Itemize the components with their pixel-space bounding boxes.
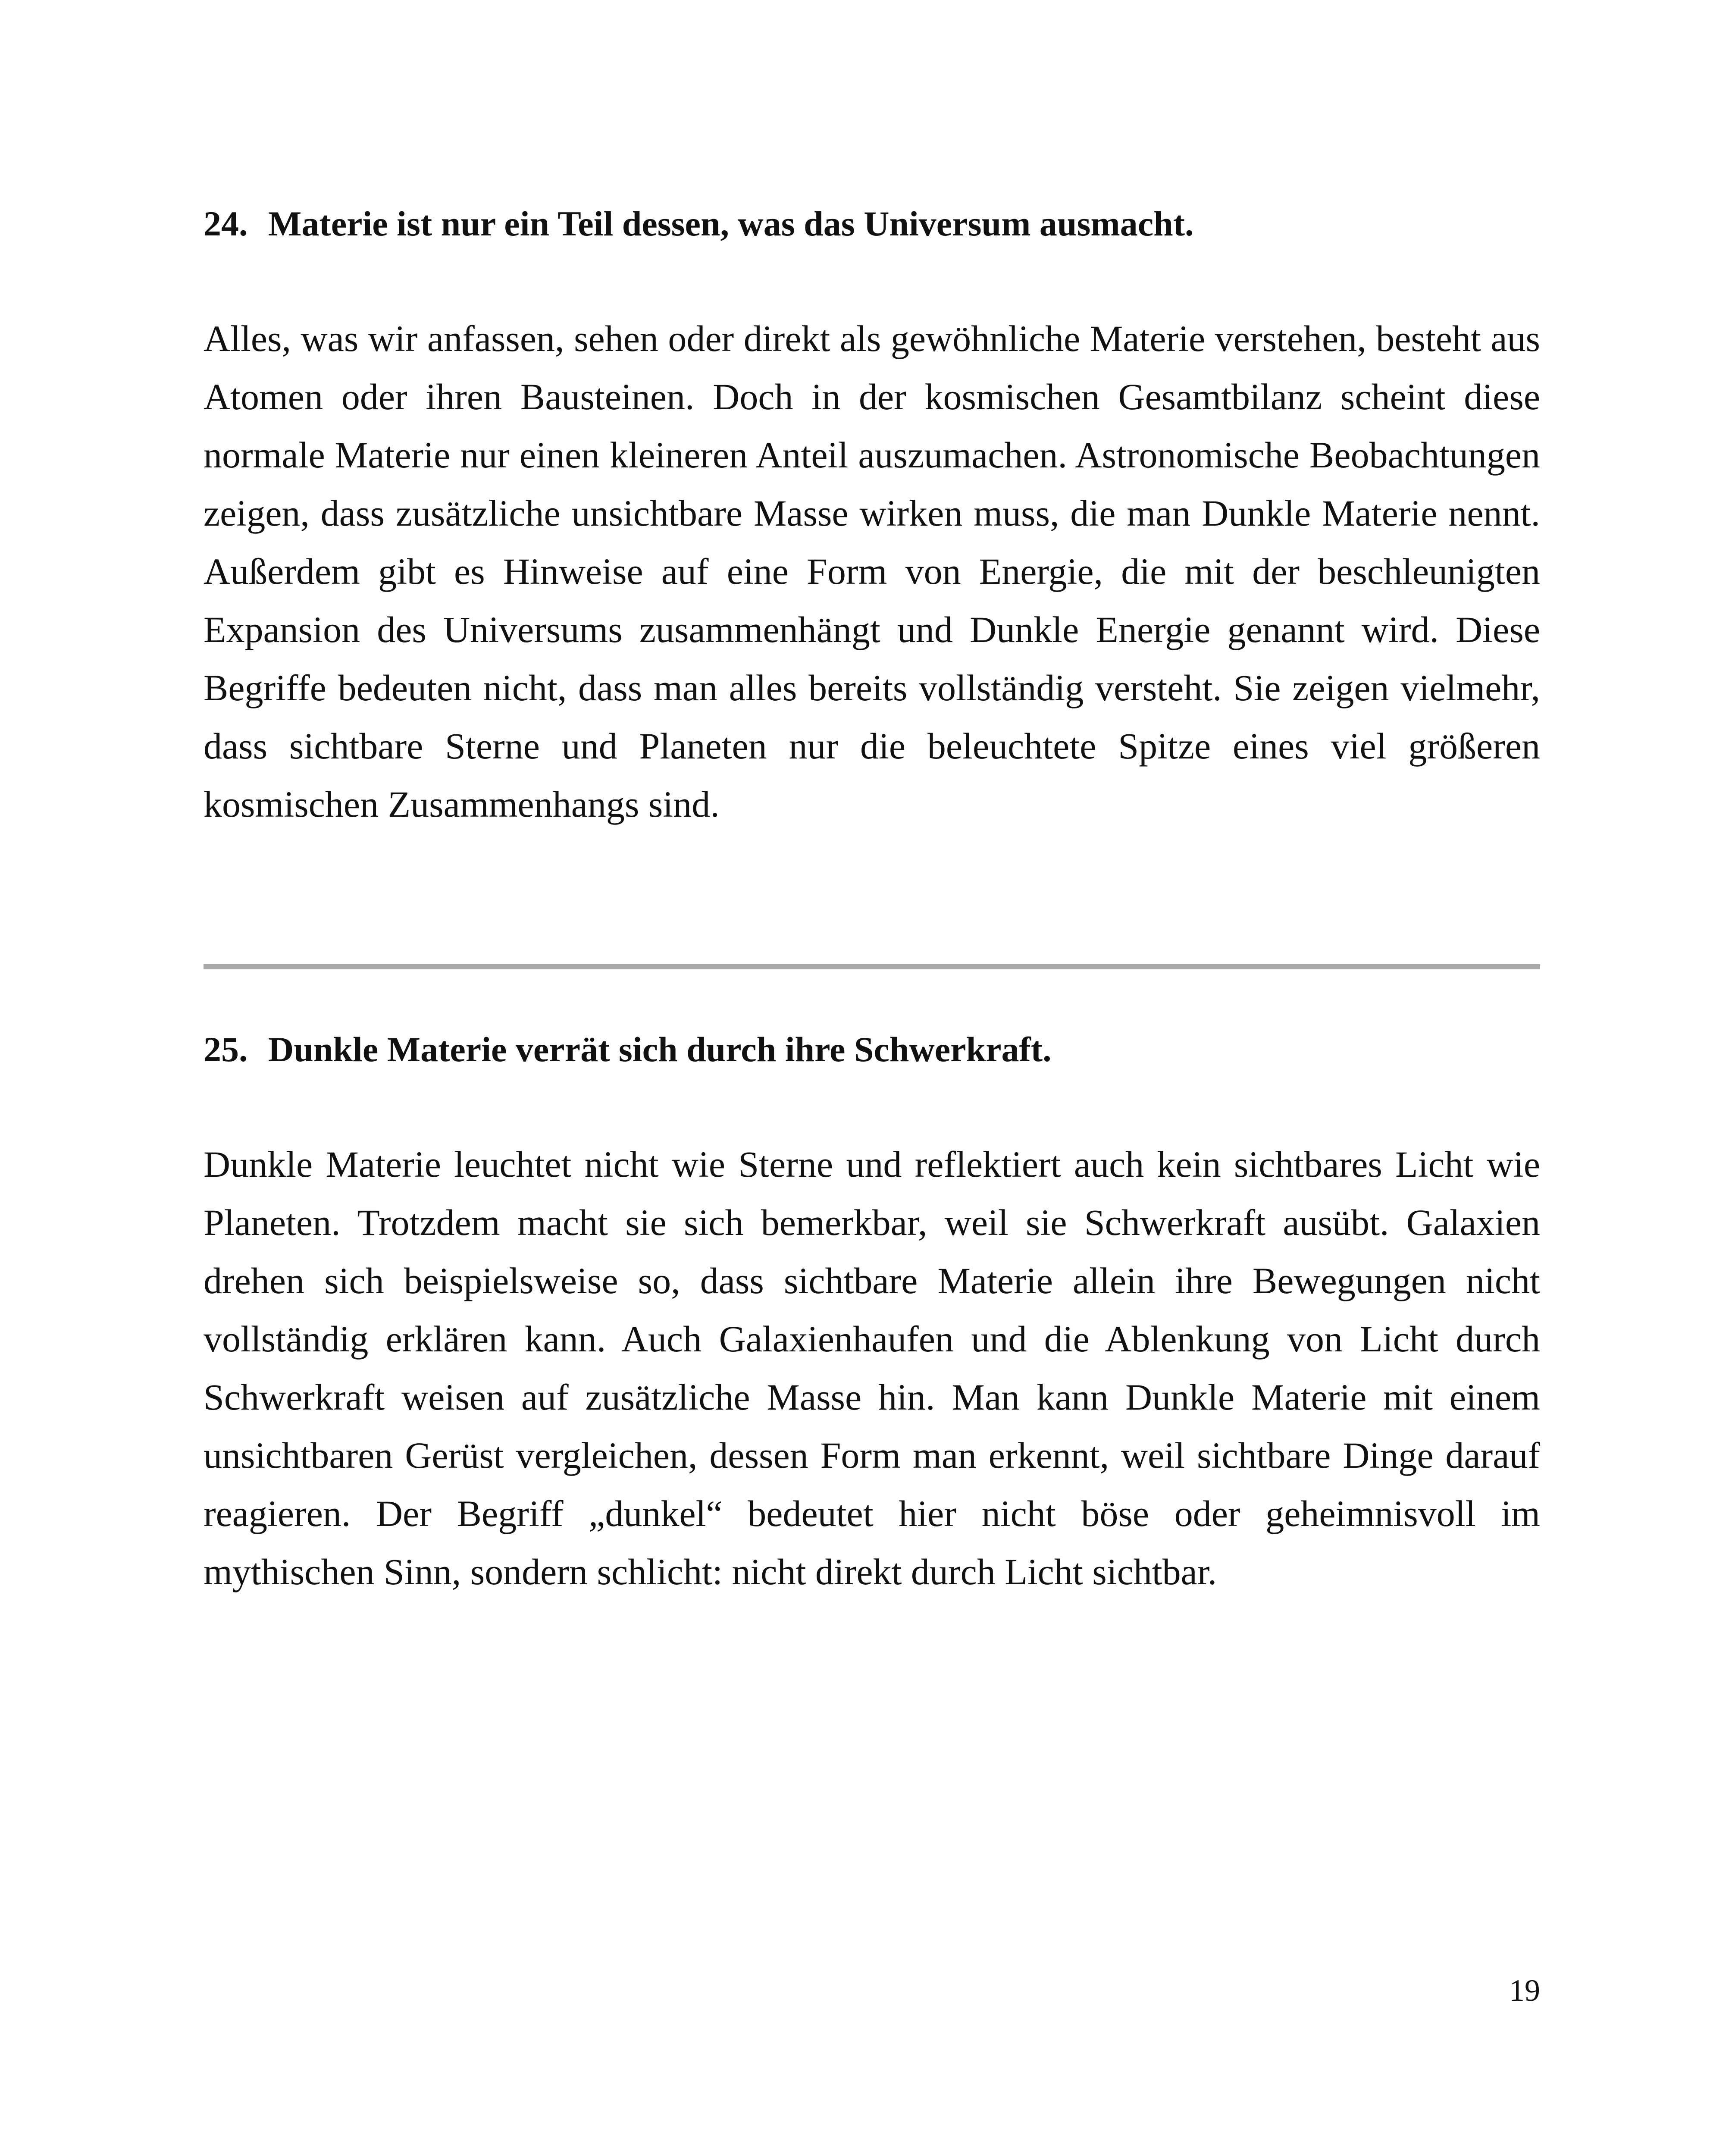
page-number: 19: [1509, 1973, 1540, 2008]
section-heading: [204, 203, 1540, 245]
section-number: 25.: [204, 1030, 248, 1069]
section-body: Alles, was wir anfassen, sehen oder direkt als gewöhnliche Materie verstehen, besteht aus Atomen oder ihren Bausteinen. Doch in der kosmischen Gesamtbilanz scheint diese normale Materie nur einen kleineren Anteil auszumachen. Astronomische Beobachtungen zeigen, dass zusätzliche unsichtbare Masse wirken muss, die man Dunkle Materie nennt. Außerdem gibt es Hinweise auf eine Form von Energie, die mit der beschleunigten Expansion des Universums zusammenhängt und Dunkle Energie genannt wird. Diese Begriffe bedeuten nicht, dass man alles bereits vollständig versteht. Sie zeigen vielmehr, dass sichtbare Sterne und Planeten nur die beleuchtete Spitze eines viel größeren kosmischen Zusammenhangs sind.: [204, 318, 1540, 825]
section-heading: [204, 1028, 1540, 1071]
section-title: Dunkle Materie verrät sich durch ihre Schwerkraft.: [268, 1030, 1052, 1069]
section-24: [204, 203, 1540, 834]
section-title: Materie ist nur ein Teil dessen, was das Universum ausmacht.: [268, 204, 1194, 243]
section-divider: [204, 964, 1540, 969]
section-body: Dunkle Materie leuchtet nicht wie Sterne und reflektiert auch kein sichtbares Licht wie Planeten. Trotzdem macht sie sich bemerkbar, weil sie Schwerkraft ausübt. Galaxien drehen sich beispielsweise so, dass sichtbare Materie allein ihre Bewegungen nicht vollständig erklären kann. Auch Galaxienhaufen und die Ablenkung von Licht durch Schwerkraft weisen auf zusätzliche Masse hin. Man kann Dunkle Materie mit einem unsichtbaren Gerüst vergleichen, dessen Form man erkennt, weil sichtbare Dinge darauf reagieren. Der Begriff „dunkel“ bedeutet hier nicht böse oder geheimnisvoll im mythischen Sinn, sondern schlicht: nicht direkt durch Licht sichtbar.: [204, 1144, 1540, 1593]
section-number: 24.: [204, 204, 248, 243]
section-25: [204, 1028, 1540, 1601]
